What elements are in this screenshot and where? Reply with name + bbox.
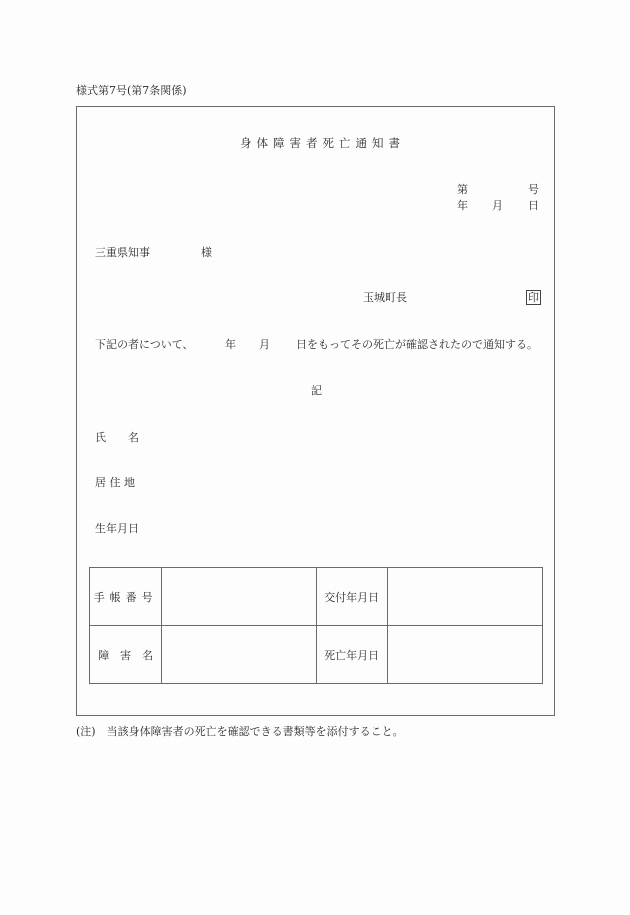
document-title: 身体障害者死亡通知書: [240, 136, 405, 150]
issue-date-label: 交付年月日: [316, 568, 387, 626]
statement-part1: 下記の者について、: [95, 338, 194, 351]
table-row: [90, 568, 543, 626]
notebook-number-field[interactable]: [162, 568, 316, 626]
seal-icon: 印: [528, 291, 539, 304]
issue-date-field[interactable]: [387, 568, 542, 626]
death-date-label: 死亡年月日: [316, 626, 387, 684]
disability-name-field[interactable]: [162, 626, 316, 684]
addressee-honorific: 様: [201, 246, 212, 259]
footnote: (注) 当該身体障害者の死亡を確認できる書類等を添付すること。: [76, 725, 404, 738]
disability-name-label: 障 害 名: [90, 626, 162, 684]
birthdate-label: 生年月日: [95, 522, 139, 535]
date-year: 年: [457, 199, 468, 212]
sender-name: 玉城町長: [363, 291, 407, 304]
ki-heading: 記: [311, 384, 322, 397]
date-day: 日: [528, 199, 539, 212]
statement-year: 年: [225, 338, 236, 351]
statement-part2: 日をもってその死亡が確認されたので通知する。: [296, 338, 538, 351]
number-prefix: 第: [457, 183, 468, 196]
addressee-name: 三重県知事: [95, 246, 150, 259]
seal-mark: [526, 290, 541, 305]
notebook-number-label: 手帳番号: [90, 568, 162, 626]
form-number: 様式第7号(第7条関係): [76, 84, 187, 97]
number-suffix: 号: [528, 183, 539, 196]
name-label: 氏 名: [95, 431, 139, 444]
info-table: [89, 567, 543, 684]
date-month: 月: [492, 199, 503, 212]
table-row: [90, 626, 543, 684]
statement-month: 月: [259, 338, 270, 351]
address-label: 居 住 地: [95, 476, 135, 489]
death-date-field[interactable]: [387, 626, 542, 684]
